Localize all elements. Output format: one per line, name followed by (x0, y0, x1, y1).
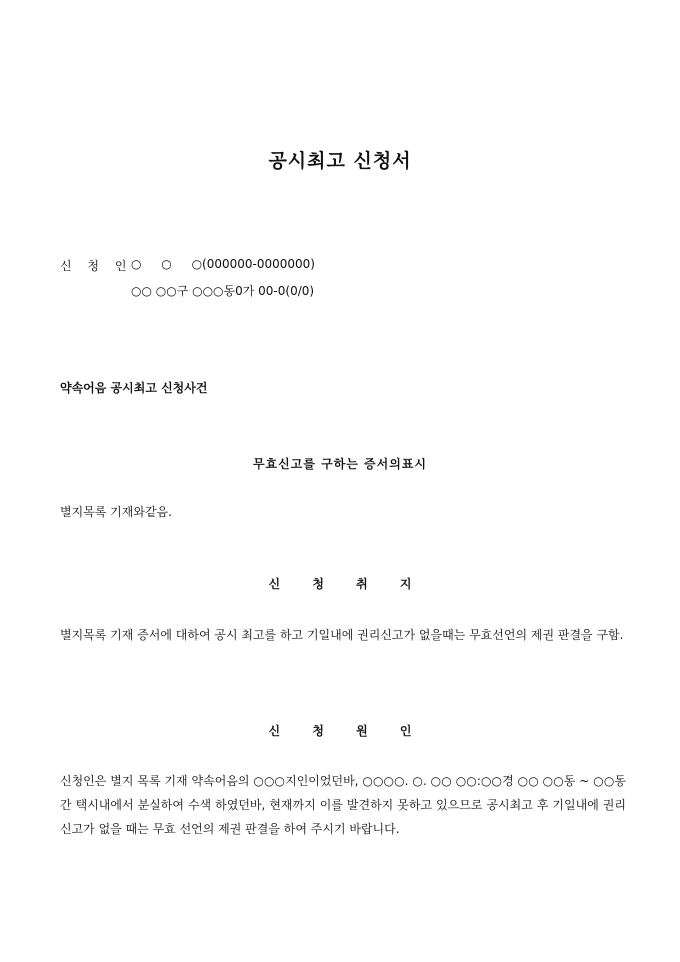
section-body-cause: 신청인은 별지 목록 기재 약속어음의 ○○○지인이었던바, ○○○○. ○. ○○ ○○:○○경 ○○ ○○동 ~ ○○동간 택시내에서 분실하여 수색 하였던바, 현재까지 이를 발견하지 못하고 있으므로 공시최고 후 기일내에 권리신고가 없을 때는 무효 선언의 제권 판결을 하여 주시기 바랍니다. (60, 774, 626, 836)
case-title: 약속어음 공시최고 신청사건 (60, 381, 208, 395)
applicant-label: 신 청 인 (60, 259, 133, 273)
document-title: 공시최고 신청서 (268, 150, 412, 172)
section-heading-purpose: 신 청 취 지 (268, 577, 412, 591)
section-body-display: 별지목록 기재와같음. (60, 505, 172, 519)
section-heading-display: 무효신고를 구하는 증서의표시 (252, 457, 428, 471)
section-body-purpose: 별지목록 기재 증서에 대하여 공시 최고를 하고 기일내에 권리신고가 없을때는 무효선언의 제권 판결을 구함. (60, 628, 624, 642)
applicant-name: ○ ○ ○(000000-0000000) (131, 257, 315, 271)
applicant-address: ○○ ○○구 ○○○동0가 00-0(0/0) (131, 284, 315, 298)
section-heading-cause: 신 청 원 인 (268, 724, 412, 738)
